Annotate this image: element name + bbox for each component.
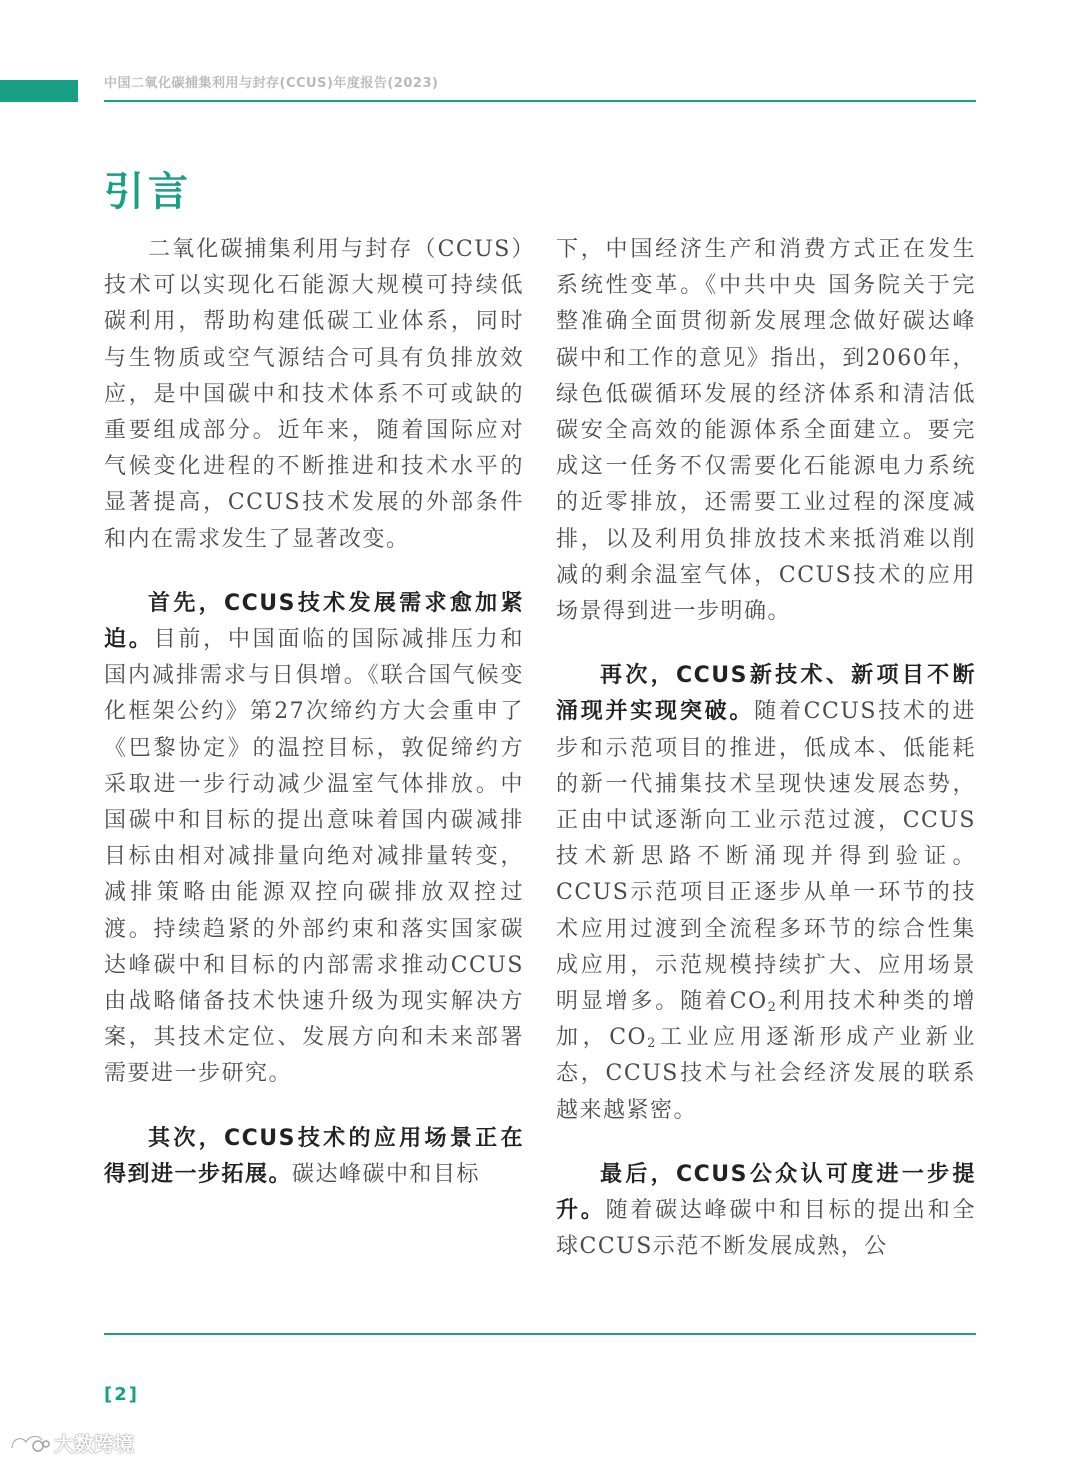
watermark [8, 1428, 134, 1457]
paragraph-first-lead: 首先，CCUS技术发展需求愈加紧迫。 [104, 590, 524, 653]
paragraph-second-body: 碳达峰碳中和目标 [292, 1161, 481, 1187]
watermark-text: 大数跨境 [54, 1432, 134, 1456]
header-accent-bar [0, 80, 78, 102]
paragraph-second-lead: 其次，CCUS技术的应用场景正在得到进一步拓展。 [104, 1125, 524, 1187]
paragraph-second-continued-text: 下，中国经济生产和消费方式正在发生系统性变革。《中共中央 国务院关于完整准确全面贯彻新发展理念做好碳达峰碳中和工作的意见》指出，到2060年，绿色低碳循环发展的经济体系和清洁低碳安全高效的能源体系全面建立。要完成这一任务不仅需要化石能源电力系统的近零排放，还需要工业过程的深度减排，以及利用负排放技术来抵消难以削减的剩余温室气体，CCUS技术的应用场景得到进一步明确。 [556, 237, 976, 625]
paragraph-intro [104, 232, 524, 558]
footer-divider [104, 1333, 976, 1335]
subscript-2: 2 [767, 1000, 778, 1016]
paragraph-fourth [556, 1157, 976, 1266]
paragraph-second-continued [556, 232, 976, 630]
section-title: 引言 [104, 169, 192, 215]
header-divider [104, 100, 976, 102]
paragraph-fourth-lead: 最后，CCUS公众认可度进一步提升。 [556, 1161, 976, 1224]
paragraph-second [104, 1121, 524, 1193]
paragraph-fourth-body: 随着碳达峰碳中和目标的提出和全球CCUS示范不断发展成熟，公 [556, 1198, 976, 1260]
paragraph-first [104, 586, 524, 1093]
left-column [104, 232, 524, 1221]
paragraph-third-body-c: 工业应用逐渐形成产业新业态，CCUS技术与社会经济发展的联系越来越紧密。 [556, 1025, 976, 1123]
paragraph-third-lead: 再次，CCUS新技术、新项目不断涌现并实现突破。 [556, 663, 976, 725]
page-number: [2] [104, 1384, 139, 1405]
paragraph-first-body: 目前，中国面临的国际减排压力和国内减排需求与日俱增。《联合国气候变化框架公约》第27次缔约方大会重申了《巴黎协定》的温控目标，敦促缔约方采取进一步行动减少温室气体排放。中国碳中和目标的提出意味着国内碳减排目标由相对减排量向绝对减排量转变，减排策略由能源双控向碳排放双控过渡。持续趋紧的外部约束和落实国家碳达峰碳中和目标的内部需求推动CCUS由战略储备技术快速升级为现实解决方案，其技术定位、发展方向和未来部署需要进一步研究。 [104, 627, 524, 1087]
paragraph-third-body-a: 随着CCUS技术的进步和示范项目的推进，低成本、低能耗的新一代捕集技术呈现快速发展态势，正由中试逐渐向工业示范过渡，CCUS技术新思路不断涌现并得到验证。CCUS示范项目正逐步从单一环节的技术应用过渡到全流程多环节的综合性集成应用，示范规模持续扩大、应用场景明显增多。随着CO [556, 699, 976, 1015]
paragraph-third [556, 658, 976, 1129]
watermark-logo-icon [8, 1430, 50, 1456]
right-column [556, 232, 976, 1293]
subscript-2: 2 [647, 1036, 657, 1052]
paragraph-third-body-b: 利用技术种类的增加，CO [556, 989, 976, 1051]
paragraph-intro-text: 二氧化碳捕集利用与封存（CCUS）技术可以实现化石能源大规模可持续低碳利用，帮助构建低碳工业体系，同时与生物质或空气源结合可具有负排放效应，是中国碳中和技术体系不可或缺的重要组成部分。近年来，随着国际应对气候变化进程的不断推进和技术水平的显著提高，CCUS技术发展的外部条件和内在需求发生了显著改变。 [104, 237, 524, 552]
report-running-title: 中国二氧化碳捕集利用与封存(CCUS)年度报告(2023) [104, 76, 439, 91]
